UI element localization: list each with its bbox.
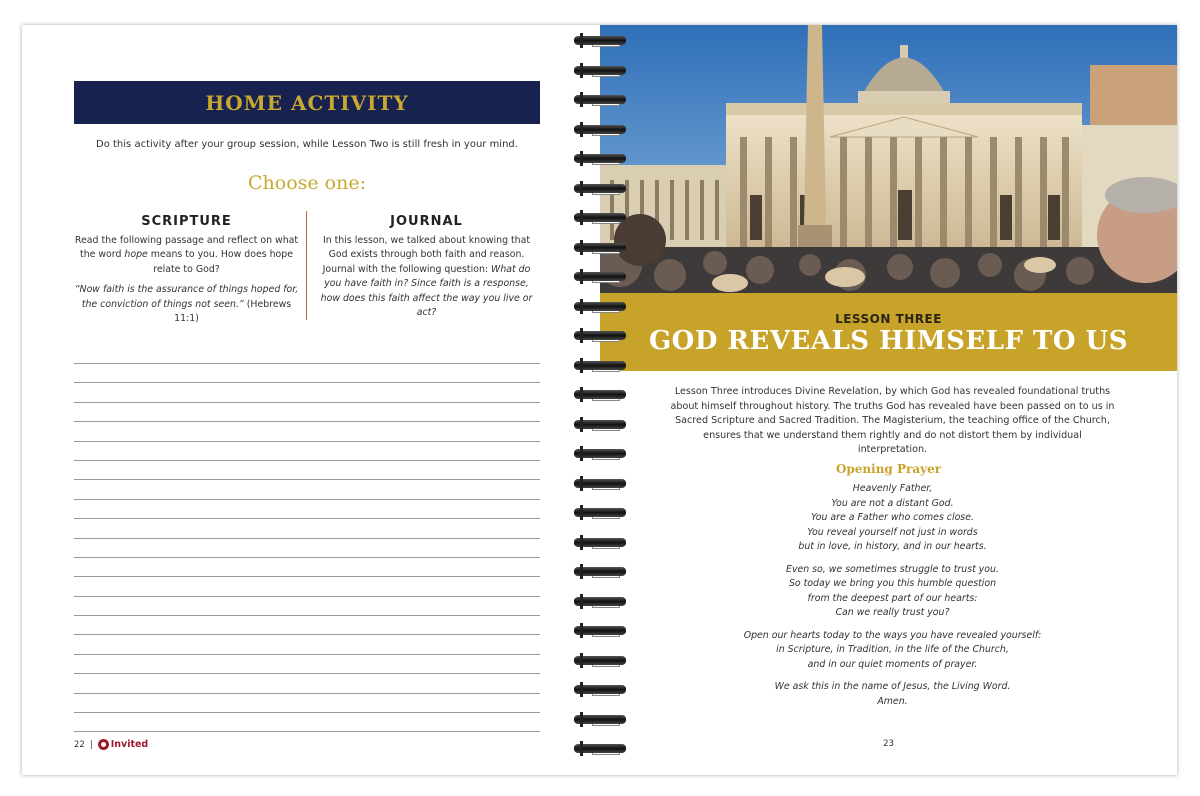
writing-line — [74, 402, 540, 403]
spiral-ring — [572, 269, 628, 284]
writing-line — [74, 460, 540, 461]
activity-intro: Do this activity after your group session, while Lesson Two is still fresh in your mind. — [96, 139, 518, 150]
spiral-ring — [572, 181, 628, 196]
opening-prayer — [680, 482, 1105, 717]
writing-line — [74, 421, 540, 422]
spiral-ring — [572, 653, 628, 668]
writing-line — [74, 382, 540, 383]
left-page — [22, 25, 600, 775]
prayer-stanza — [680, 563, 1105, 621]
writing-line — [74, 499, 540, 500]
scripture-quote: “Now faith is the assurance of things hoped for, the conviction of things not seen.” (Hebrews 11:1) — [74, 284, 299, 324]
writing-line — [74, 518, 540, 519]
spiral-ring — [572, 564, 628, 579]
lesson-label: LESSON THREE — [835, 312, 942, 326]
writing-line — [74, 654, 540, 655]
prayer-stanza — [680, 680, 1105, 709]
prayer-line: but in love, in history, and in our hearts. — [798, 541, 987, 552]
spiral-ring — [572, 210, 628, 225]
writing-line — [74, 693, 540, 694]
prayer-line: Heavenly Father, — [852, 483, 933, 494]
spiral-ring — [572, 151, 628, 166]
right-page — [600, 25, 1177, 775]
choose-heading: Choose one: — [247, 172, 366, 194]
spiral-ring — [572, 92, 628, 107]
writing-line — [74, 441, 540, 442]
writing-line — [74, 363, 540, 364]
logo-text: Invited — [110, 739, 149, 750]
prayer-line: Even so, we sometimes struggle to trust you. — [786, 563, 999, 575]
spiral-ring — [572, 63, 628, 78]
column-divider — [306, 211, 307, 320]
lesson-title: GOD REVEALS HIMSELF TO US — [648, 326, 1129, 356]
spiral-ring — [572, 594, 628, 609]
banner-title: HOME ACTIVITY — [205, 90, 409, 115]
lesson-title-band — [600, 293, 1177, 371]
prayer-heading: Opening Prayer — [835, 462, 942, 476]
writing-line — [74, 596, 540, 597]
spiral-ring — [572, 417, 628, 432]
prayer-line: and in our quiet moments of prayer. — [807, 658, 978, 670]
prayer-line: You are a Father who comes close. — [811, 512, 974, 523]
writing-line — [74, 557, 540, 558]
scripture-column — [74, 215, 299, 327]
right-page-number: 23 — [883, 739, 894, 749]
prayer-line: You are not a distant God. — [831, 497, 954, 509]
spiral-ring — [572, 505, 628, 520]
spiral-ring — [572, 299, 628, 314]
writing-line — [74, 712, 540, 713]
journal-column — [314, 215, 539, 321]
writing-lines[interactable] — [74, 363, 540, 751]
spiral-ring — [572, 358, 628, 373]
spiral-ring — [572, 741, 628, 756]
writing-line — [74, 538, 540, 539]
prayer-stanza — [680, 629, 1105, 673]
writing-line — [74, 731, 540, 732]
journal-heading: JOURNAL — [390, 214, 463, 229]
prayer-line: So today we bring you this humble question — [788, 578, 997, 589]
spiral-ring — [572, 712, 628, 727]
prayer-line: Amen. — [877, 695, 908, 707]
spiral-ring — [572, 535, 628, 550]
spiral-ring — [572, 476, 628, 491]
spiral-ring — [572, 122, 628, 137]
lesson-summary: Lesson Three introduces Divine Revelation, by which God has revealed foundational truths about himself throughout history. The truths God has revealed have been passed on to us in Sacred Scripture and Sacred Tradition. The Magisterium, the teaching office of the Church, ensures that we understand them rightly and do not distort them by individual interpretation. — [670, 386, 1115, 456]
writing-line — [74, 634, 540, 635]
spiral-ring — [572, 240, 628, 255]
spiral-ring — [572, 623, 628, 638]
writing-line — [74, 673, 540, 674]
scripture-text: Read the following passage and reflect on what the word hope means to you. How does hope relate to God? — [74, 234, 299, 275]
st-peters-basilica-photo — [600, 25, 1177, 293]
prayer-line: in Scripture, in Tradition, in the life of the Church, — [776, 644, 1009, 655]
writing-line — [74, 479, 540, 480]
prayer-line: Can we really trust you? — [835, 607, 950, 618]
left-page-number: 22 — [74, 739, 85, 750]
spiral-ring — [572, 446, 628, 461]
prayer-line: You reveal yourself not just in words — [807, 526, 978, 538]
invited-logo-icon — [98, 739, 149, 750]
journal-text: In this lesson, we talked about knowing that God exists through both faith and reason. Journal with the following question: What do you have faith in? Since faith is a response, how does this faith affect the way you live or act? — [320, 234, 533, 318]
spiral-ring — [572, 387, 628, 402]
prayer-line: We ask this in the name of Jesus, the Living Word. — [774, 681, 1011, 692]
prayer-line: Open our hearts today to the ways you have revealed yourself: — [743, 629, 1042, 641]
writing-line — [74, 576, 540, 577]
spiral-ring — [572, 33, 628, 48]
prayer-line: from the deepest part of our hearts: — [807, 592, 978, 604]
prayer-stanza — [680, 482, 1105, 555]
footer-separator: | — [89, 739, 93, 750]
spiral-ring — [572, 682, 628, 697]
spiral-ring — [572, 328, 628, 343]
writing-line — [74, 615, 540, 616]
left-footer — [74, 739, 148, 750]
home-activity-banner — [74, 81, 540, 124]
scripture-heading: SCRIPTURE — [141, 214, 232, 229]
spiral-binding — [572, 33, 628, 768]
